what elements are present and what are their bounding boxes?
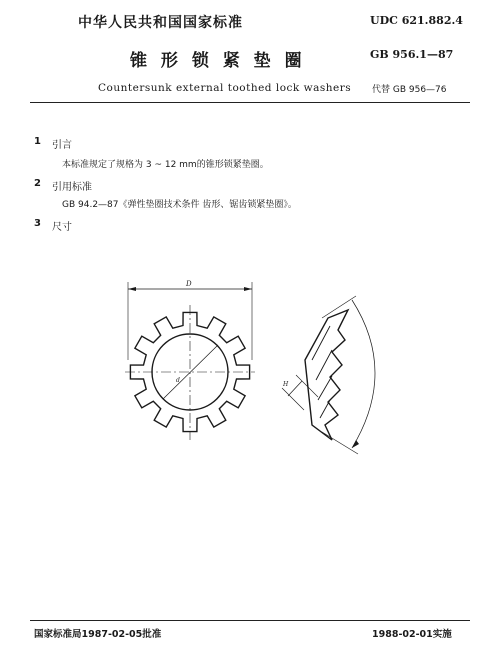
section-2-body: GB 94.2—87《弹性垫圈技术条件 齿形、锯齿锁紧垫圈》。	[62, 200, 297, 210]
english-title: Countersunk external toothed lock washers	[98, 82, 352, 94]
section-1-number: 1	[34, 136, 41, 147]
washer-side-profile	[305, 310, 348, 440]
standard-title: 中华人民共和国国家标准	[78, 15, 243, 31]
arc-arrow-bottom	[352, 440, 359, 448]
gb-code: GB 956.1—87	[370, 48, 454, 61]
label-D: D	[186, 280, 192, 288]
dimension-arrow-left	[128, 287, 136, 291]
replaces-note: 代替 GB 956—76	[372, 85, 447, 95]
approval-date: 国家标准局1987-02-05批准	[34, 629, 162, 640]
dimension-arrow-right	[244, 287, 252, 291]
arc-extension-bottom	[322, 432, 358, 454]
label-d: d	[176, 377, 180, 384]
section-3-title: 尺寸	[52, 222, 72, 233]
udc-number: UDC 621.882.4	[370, 14, 463, 27]
section-2-title: 引用标准	[52, 182, 92, 193]
section-1-body: 本标准规定了规格为 3 ~ 12 mm的锥形锁紧垫圈。	[62, 160, 269, 170]
section-1-title: 引言	[52, 140, 72, 151]
outer-arc-dimension	[352, 300, 375, 448]
height-dimension-line	[288, 381, 302, 396]
height-extension-1	[282, 388, 304, 410]
side-view	[282, 296, 375, 454]
arc-extension-top	[322, 296, 356, 318]
section-2-number: 2	[34, 178, 41, 189]
section-3-number: 3	[34, 218, 41, 229]
label-H: H	[283, 381, 289, 388]
document-title: 锥 形 锁 紧 垫 圈	[130, 51, 306, 71]
inner-diameter-dimension-line	[163, 345, 218, 399]
footer-rule	[30, 620, 470, 621]
front-view	[125, 282, 255, 440]
effective-date: 1988-02-01实施	[372, 629, 452, 640]
